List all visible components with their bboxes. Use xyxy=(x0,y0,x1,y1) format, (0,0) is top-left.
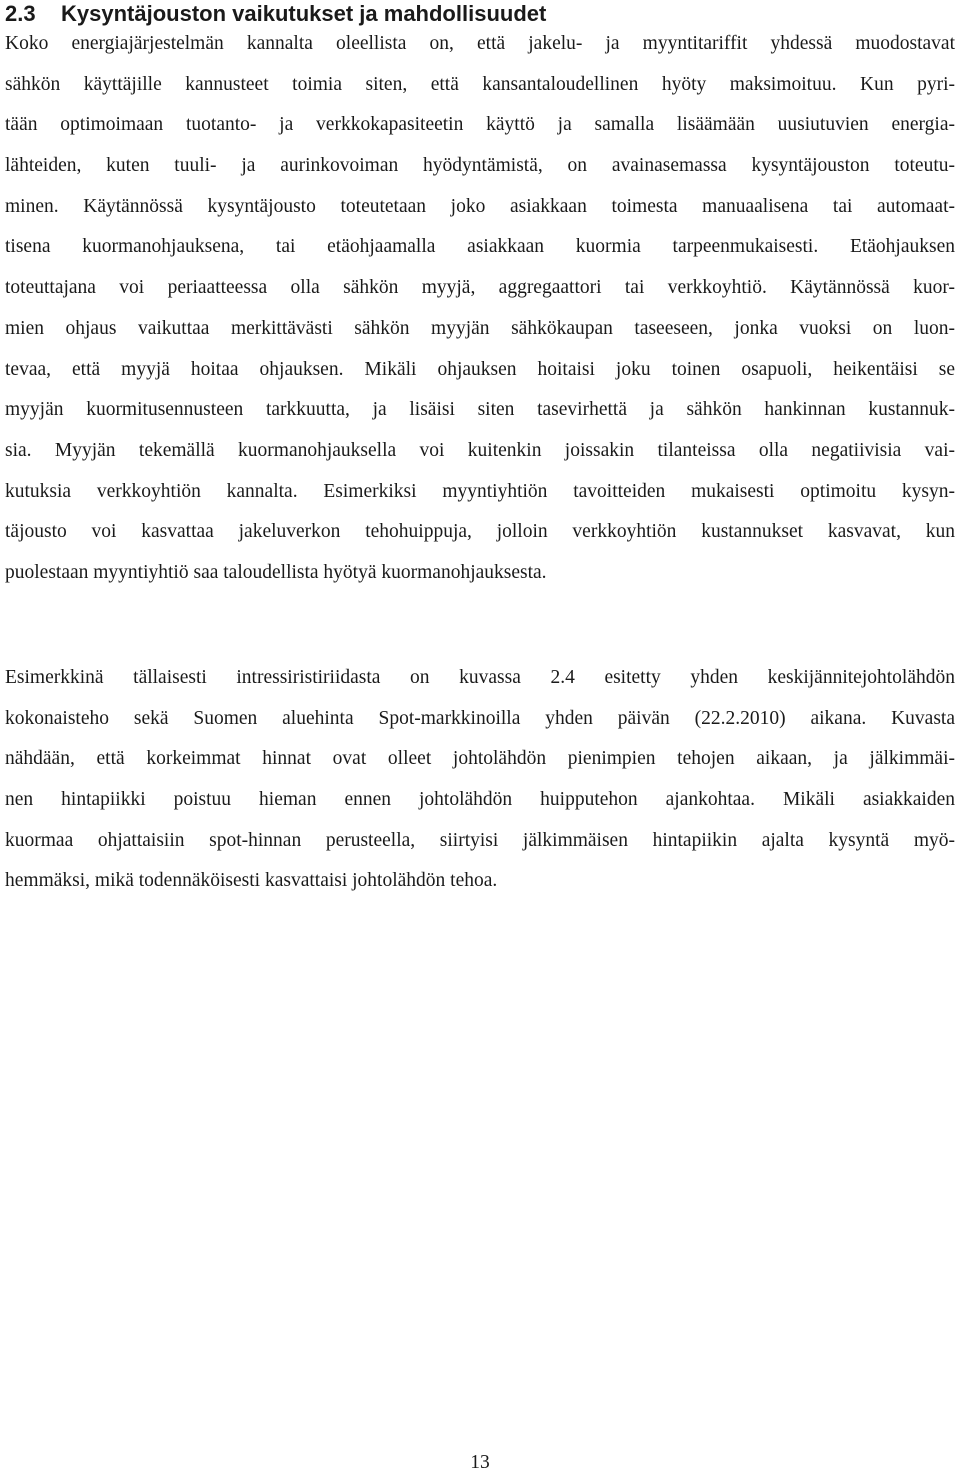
text-line: hemmäksi, mikä todennäköisesti kasvattaisi johtolähdön tehoa. xyxy=(5,870,498,892)
text-line: myyjän kuormitusennusteen tarkkuutta, ja lisäisi siten tasevirhettä ja sähkön hankinnan kustannuk- xyxy=(5,399,955,421)
body-paragraph-2 xyxy=(5,658,955,902)
text-line: kokonaisteho sekä Suomen aluehinta Spot-markkinoilla yhden päivän (22.2.2010) aikana. Kuvasta xyxy=(5,707,955,729)
text-line: sia. Myyjän tekemällä kuormanohjauksella voi kuitenkin joissakin tilanteissa olla negatiivisia vai- xyxy=(5,439,955,461)
text-line: täjousto voi kasvattaa jakeluverkon tehohuippuja, jolloin verkkoyhtiön kustannukset kasvavat, kun xyxy=(5,521,955,543)
text-line: Esimerkkinä tällaisesti intressiristiriidasta on kuvassa 2.4 esitetty yhden keskijännitejohtolähdön xyxy=(5,667,955,688)
text-line: Koko energiajärjestelmän kannalta oleellista on, että jakelu- ja myyntitariffit yhdessä muodostavat xyxy=(5,33,955,54)
text-line: tisena kuormanohjauksena, tai etäohjaamalla asiakkaan kuormia tarpeenmukaisesti. Etäohjauksen xyxy=(5,236,955,258)
section-title: Kysyntäjouston vaikutukset ja mahdollisuudet xyxy=(61,1,547,26)
text-line: lähteiden, kuten tuuli- ja aurinkovoiman hyödyntämistä, on avainasemassa kysyntäjouston toteutu- xyxy=(5,155,955,177)
text-line: tään optimoimaan tuotanto- ja verkkokapasiteetin käyttö ja samalla lisäämään uusiutuvien energia- xyxy=(5,114,955,136)
text-line: nen hintapiikki poistuu hieman ennen johtolähdön huipputehon ajankohtaa. Mikäli asiakkaiden xyxy=(5,789,955,811)
text-line: puolestaan myyntiyhtiö saa taloudellista hyötyä kuormanohjauksesta. xyxy=(5,561,547,583)
page-number: 13 xyxy=(470,1452,490,1473)
text-line: minen. Käytännössä kysyntäjousto toteutetaan joko asiakkaan toimesta manuaalisena tai automaat- xyxy=(5,195,955,217)
text-line: kutuksia verkkoyhtiön kannalta. Esimerkiksi myyntiyhtiön tavoitteiden mukaisesti optimoitu kysyn- xyxy=(5,480,955,502)
text-line: mien ohjaus vaikuttaa merkittävästi sähkön myyjän sähkökaupan taseeseen, jonka vuoksi on luon- xyxy=(5,317,955,339)
text-line: toteuttajana voi periaatteessa olla sähkön myyjä, aggregaattori tai verkkoyhtiö. Käytännössä kuor- xyxy=(5,277,955,299)
text-line: tevaa, että myyjä hoitaa ohjauksen. Mikäli ohjauksen hoitaisi joku toinen osapuoli, heikentäisi se xyxy=(5,358,955,380)
body-paragraph-1 xyxy=(5,24,955,594)
text-line: kuormaa ohjattaisiin spot-hinnan perusteella, siirtyisi jälkimmäisen hintapiikin ajalta kysyntä myö- xyxy=(5,829,955,851)
section-number: 2.3 xyxy=(5,1,36,26)
text-line: nähdään, että korkeimmat hinnat ovat olleet johtolähdön pienimpien tehojen aikaan, ja jälkimmäi- xyxy=(5,748,955,770)
text-line: sähkön käyttäjille kannusteet toimia siten, että kansantaloudellinen hyöty maksimoituu. Kun pyri- xyxy=(5,73,955,95)
